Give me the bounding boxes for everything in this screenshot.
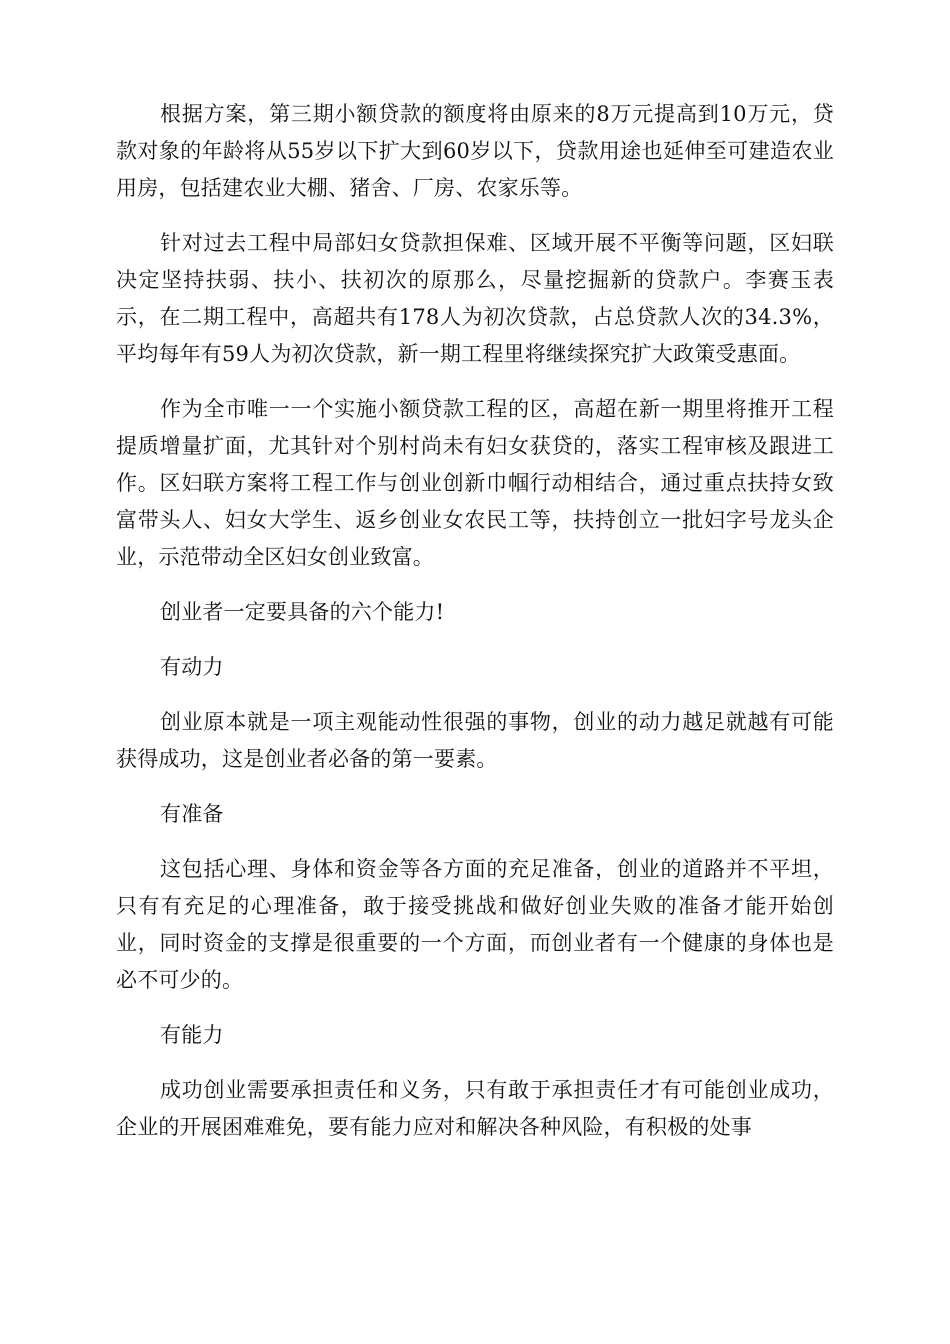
paragraph-preparation: 这包括心理、身体和资金等各方面的充足准备，创业的道路并不平坦，只有有充足的心理准备，敢于接受挑战和做好创业失败的准备才能开始创业，同时资金的支撑是很重要的一个方面，而创业者有一个健康的身体也是必不可少的。: [116, 857, 834, 992]
document-page: [116, 96, 834, 1164]
section-heading-six-abilities: 创业者一定要具备的六个能力!: [160, 600, 445, 624]
subheading-motivation: 有动力: [160, 655, 224, 679]
subheading-ability: 有能力: [160, 1023, 224, 1047]
paragraph-loan-plan: 根据方案，第三期小额贷款的额度将由原来的8万元提高到10万元，贷款对象的年龄将从55岁以下扩大到60岁以下，贷款用途也延伸至可建造农业用房，包括建农业大棚、猪舍、厂房、农家乐等。: [116, 102, 834, 200]
paragraph-motivation: 创业原本就是一项主观能动性很强的事物，创业的动力越足就越有可能获得成功，这是创业者必备的第一要素。: [116, 710, 834, 771]
paragraph-first-time-loans: 针对过去工程中局部妇女贷款担保难、区域开展不平衡等问题，区妇联决定坚持扶弱、扶小、扶初次的原那么，尽量挖掘新的贷款户。李赛玉表示，在二期工程中，高超共有178人为初次贷款，占总贷款人次的34.3%，平均每年有59人为初次贷款，新一期工程里将继续探究扩大政策受惠面。: [116, 231, 834, 366]
paragraph-project-expansion: 作为全市唯一一个实施小额贷款工程的区，高超在新一期里将推开工程提质增量扩面，尤其针对个别村尚未有妇女获贷的，落实工程审核及跟进工作。区妇联方案将工程工作与创业创新巾帼行动相结合，通过重点扶持女致富带头人、妇女大学生、返乡创业女农民工等，扶持创立一批妇字号龙头企业，示范带动全区妇女创业致富。: [116, 397, 834, 569]
paragraph-ability: 成功创业需要承担责任和义务，只有敢于承担责任才有可能创业成功，企业的开展困难难免，要有能力应对和解决各种风险，有积极的处事: [116, 1078, 834, 1139]
subheading-preparation: 有准备: [160, 802, 224, 826]
